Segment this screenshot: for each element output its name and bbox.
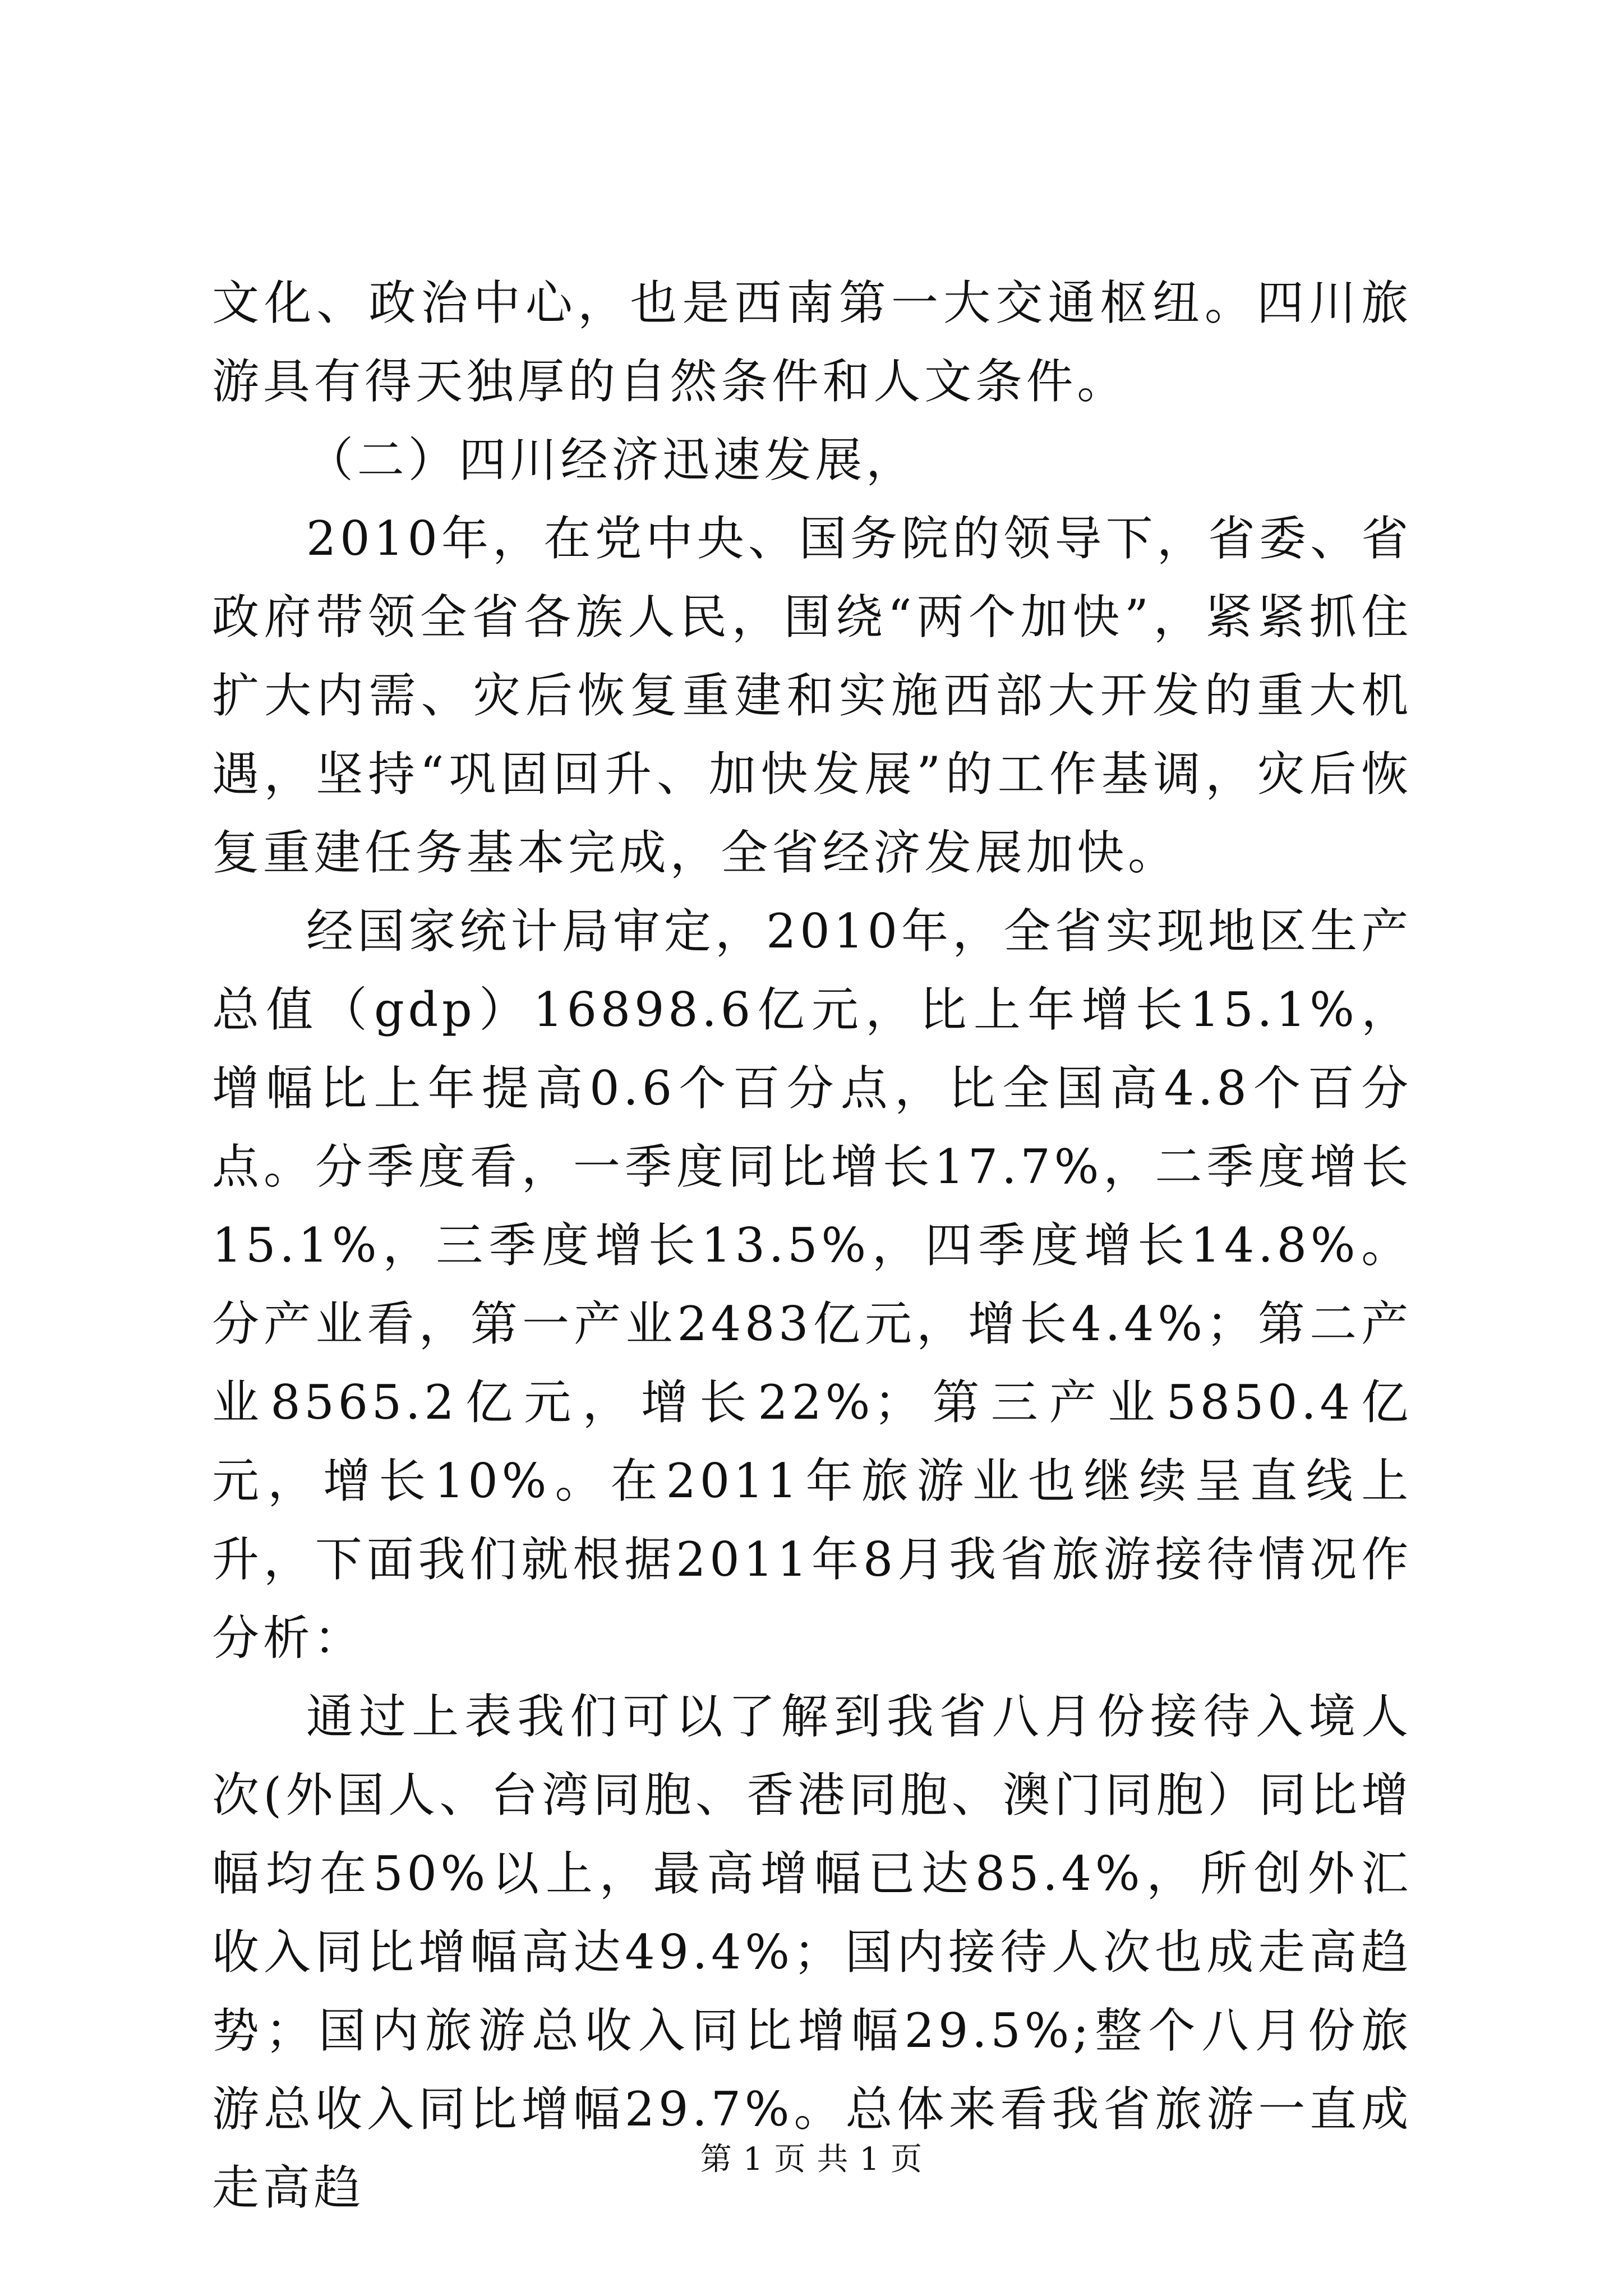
- paragraph: 通过上表我们可以了解到我省八月份接待入境人次(外国人、台湾同胞、香港同胞、澳门同胞）同比增幅均在50%以上，最高增幅已达85.4%，所创外汇收入同比增幅高达49.4%；国内接待人次也成走高趋势；国内旅游总收入同比增幅29.5%;整个八月份旅游总收入同比增幅29.7%。总体来看我省旅游一直成走高趋: [212, 1689, 1412, 2215]
- page-number-footer: 第 1 页 共 1 页: [700, 2141, 923, 2178]
- paragraph: 经国家统计局审定，2010年，全省实现地区生产总值（gdp）16898.6亿元，比上年增长15.1%，增幅比上年提高0.6个百分点，比全国高4.8个百分点。分季度看，一季度同比增长17.7%，二季度增长15.1%，三季度增长13.5%，四季度增长14.8%。分产业看，第一产业2483亿元，增长4.4%；第二产业8565.2亿元，增长22%；第三产业5850.4亿元，增长10%。在2011年旅游业也继续呈直线上升，下面我们就根据2011年8月我省旅游接待情况作分析：: [212, 904, 1412, 1665]
- paragraph-continuation: 文化、政治中心，也是西南第一大交通枢纽。四川旅游具有得天独厚的自然条件和人文条件。: [212, 275, 1412, 409]
- document-body: [212, 264, 1412, 2227]
- paragraph: 2010年，在党中央、国务院的领导下，省委、省政府带领全省各族人民，围绕“两个加快”，紧紧抓住扩大内需、灾后恢复重建和实施西部大开发的重大机遇，坚持“巩固回升、加快发展”的工作基调，灾后恢复重建任务基本完成，全省经济发展加快。: [212, 511, 1412, 880]
- section-heading: （二）四川经济迅速发展，: [306, 432, 917, 487]
